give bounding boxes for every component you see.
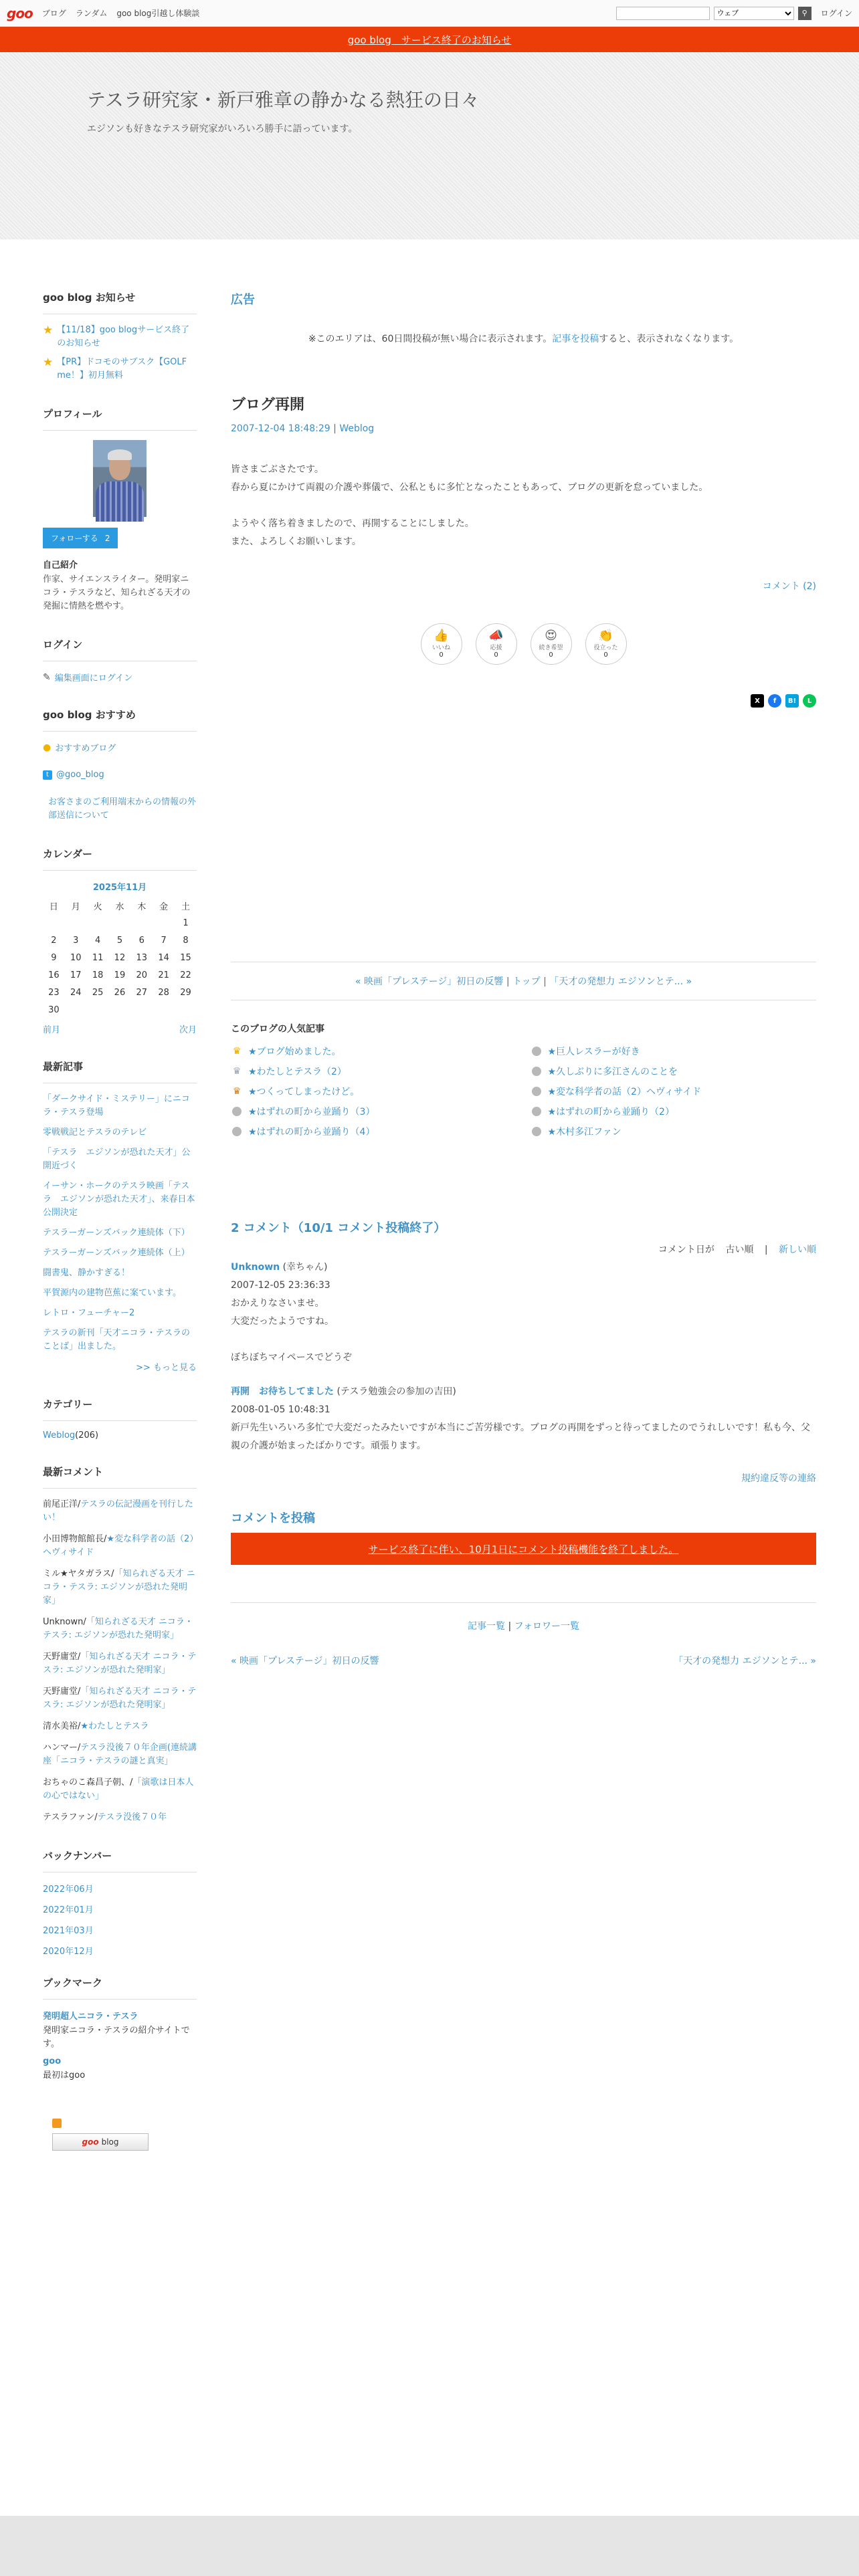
notice-item: [43, 356, 197, 383]
popular-item[interactable]: [531, 1065, 817, 1078]
popular-articles: [231, 1045, 816, 1138]
calendar-week: [43, 914, 197, 932]
reaction-count: 0: [494, 651, 498, 659]
calendar-day: 2: [51, 935, 57, 946]
recent-article-item: [43, 1287, 197, 1300]
calendar-day: 25: [92, 987, 104, 998]
calendar-day: 23: [48, 987, 60, 998]
edit-login-link[interactable]: 編集画面にログイン: [54, 673, 133, 683]
edit-login-row: [43, 671, 197, 683]
entry-category[interactable]: Weblog: [339, 423, 375, 434]
calendar-day: [109, 1001, 131, 1018]
recent-comment-link[interactable]: 「知られざる天才 ニコラ・テスラ: エジソンが恐れた発明家」: [43, 1617, 193, 1640]
profile-section: [43, 407, 197, 613]
recent-comment-author: ハンマー/: [43, 1743, 81, 1753]
comment-header: [231, 1383, 816, 1401]
comment-line: おかえりなさいませ。: [231, 1298, 324, 1309]
recent-article-link[interactable]: イーサン・ホークのテスラ映画「テスラ エジソンが恐れた天才」、来春日本公開決定: [43, 1181, 195, 1218]
calendar-day: 21: [158, 970, 169, 980]
comment-closed-link[interactable]: サービス終了に伴い、10月1日にコメント投稿機能を終了しました。: [368, 1543, 679, 1555]
reaction-cheer[interactable]: 📣 応援 0: [476, 623, 517, 665]
calendar-day: 13: [136, 952, 148, 963]
crown-icon: ♛: [232, 1066, 242, 1077]
calendar-day: 24: [70, 987, 82, 998]
bottom-prev-link[interactable]: « 映画「プレステージ」初日の反響: [231, 1656, 379, 1667]
calendar-day: [153, 1001, 175, 1018]
main-content: [231, 280, 816, 1667]
ad-title: 広告: [231, 293, 255, 307]
circle-icon: [531, 1086, 543, 1097]
notices-section: [43, 290, 197, 383]
recent-comment-item: [43, 1741, 197, 1768]
category-section: [43, 1397, 197, 1440]
blog-header: [0, 52, 859, 239]
recent-comment-author: 清水美裕/: [43, 1721, 81, 1731]
calendar-section: [43, 847, 197, 1035]
comment-closed-banner: [231, 1533, 816, 1565]
circle-icon: [531, 1066, 543, 1077]
star-icon: ★: [43, 324, 54, 337]
calendar-weekday: 火: [93, 901, 102, 912]
calendar-prev[interactable]: 前月: [43, 1025, 61, 1035]
twitter-icon: t: [43, 770, 52, 780]
calendar-day: 10: [70, 952, 82, 963]
backnumber-link[interactable]: 2022年06月: [43, 1885, 94, 1895]
recent-comment-author: おちゃのこ森昌子朝、/: [43, 1778, 133, 1788]
calendar-day: 26: [114, 987, 126, 998]
nav-link-blog[interactable]: ブログ: [41, 9, 66, 18]
popular-item-title: ★はずれの町から並踊り（4）: [248, 1127, 375, 1138]
category-link[interactable]: Weblog: [43, 1430, 76, 1440]
reaction-count: 0: [549, 651, 553, 659]
reaction-count: 0: [439, 651, 444, 659]
category-count: (206): [75, 1430, 99, 1440]
popular-item[interactable]: [531, 1045, 817, 1058]
recent-articles-title: 最新記事: [43, 1059, 197, 1083]
top-link[interactable]: トップ: [512, 976, 541, 987]
popular-item-title: ★ブログ始めました。: [248, 1047, 341, 1057]
bookmark-title: ブックマーク: [43, 1975, 197, 2000]
circle-icon: [531, 1106, 543, 1117]
rss-icon[interactable]: [52, 2119, 62, 2128]
recent-comment-link[interactable]: テスラ没後７０年企画(連続講座「ニコラ・テスラの謎と真実」: [43, 1743, 197, 1766]
entry-meta: 2007-12-04 18:48:29 | Weblog: [231, 423, 375, 434]
calendar-weekday: 水: [115, 901, 124, 912]
profile-avatar: [93, 440, 147, 517]
content-wrap: [0, 239, 859, 2147]
recent-article-item: [43, 1093, 197, 1119]
recent-article-item: [43, 1327, 197, 1354]
calendar-day: 6: [138, 935, 145, 946]
recent-comment-item: [43, 1650, 197, 1677]
notice-link[interactable]: 【11/18】goo blogサービス終了のお知らせ: [57, 325, 190, 348]
calendar-day: 20: [136, 970, 148, 980]
more-articles-link[interactable]: >> もっと見る: [136, 1363, 197, 1373]
recent-comment-item: [43, 1811, 197, 1824]
popular-item-title: ★変な科学者の話（2）ヘヴィサイド: [547, 1087, 702, 1097]
comment-sort: コメント日が 古い順 | 新しい順: [658, 1245, 816, 1255]
bottom-nav: [231, 1654, 816, 1667]
recent-comment-link[interactable]: ★わたしとテスラ: [80, 1721, 149, 1731]
recent-comment-author: 天野庸堂/: [43, 1652, 81, 1662]
comment-date: 2007-12-05 23:36:33: [231, 1280, 330, 1291]
article-list-link[interactable]: 記事一覧: [468, 1621, 506, 1632]
calendar-day: 7: [161, 935, 167, 946]
intro-text: 作家、サイエンスライター。発明家ニコラ・テスラなど、知られざる天才の発掘に情熱を燃やす。: [43, 574, 191, 611]
calendar-day: 19: [114, 970, 126, 980]
backnumber-item: [43, 1903, 197, 1915]
recent-comments-section: [43, 1465, 197, 1824]
reaction-buttons: [231, 623, 816, 665]
popular-item-title: ★はずれの町から並踊り（2）: [547, 1107, 674, 1117]
popular-item-title: ★木村多江ファン: [547, 1127, 622, 1138]
hatena-share-icon[interactable]: B!: [785, 694, 799, 708]
recent-articles-section: [43, 1059, 197, 1373]
star-icon: ★: [43, 356, 54, 369]
applause-icon: 👏: [598, 629, 613, 643]
notices-title: goo blog お知らせ: [43, 290, 197, 314]
popular-item[interactable]: [531, 1105, 817, 1118]
share-buttons: [231, 694, 816, 708]
calendar-month: 2025年11月: [92, 883, 147, 893]
recent-comment-author: Unknown/: [43, 1617, 86, 1627]
recent-comments-title: 最新コメント: [43, 1465, 197, 1489]
recent-comment-link[interactable]: 「知られざる天才 ニコラ・テスラ: エジソンが恐れた発明家」: [43, 1569, 195, 1606]
recommend-title: goo blog おすすめ: [43, 708, 197, 732]
login-link[interactable]: ログイン: [820, 9, 852, 18]
intro-heading: 自己紹介: [43, 560, 78, 570]
calendar-day: [65, 1001, 87, 1018]
nav-link-random[interactable]: ランダム: [75, 9, 108, 18]
login-section: [43, 637, 197, 683]
calendar-day: 3: [73, 935, 79, 946]
recent-comment-item: [43, 1685, 197, 1712]
calendar-nav: [43, 1023, 197, 1035]
profile-title: プロフィール: [43, 407, 197, 431]
popular-item-title: ★久しぶりに多江さんのことを: [547, 1067, 678, 1077]
calendar-day: 8: [183, 935, 189, 946]
recent-article-link[interactable]: 「テスラ エジソンが恐れた天才」公開近づく: [43, 1148, 191, 1171]
calendar-day: [175, 1001, 197, 1018]
twitter-link[interactable]: @goo_blog: [56, 770, 104, 780]
calendar-day: [130, 914, 153, 932]
recent-comment-author: 小田博物館館長/: [43, 1534, 107, 1544]
calendar-table: [43, 897, 197, 1018]
follower-list-link[interactable]: フォロワー一覧: [514, 1621, 579, 1632]
external-info-link[interactable]: お客さまのご利用端末からの情報の外部送信について: [48, 797, 197, 821]
popular-item-title: ★わたしとテスラ（2）: [248, 1067, 347, 1077]
recent-comment-item: [43, 1720, 197, 1733]
bookmark-desc: 発明家ニコラ・テスラの紹介サイトです。: [43, 2026, 190, 2049]
calendar-weekday: 月: [71, 901, 80, 912]
recent-comment-item: [43, 1498, 197, 1525]
calendar-day: 15: [180, 952, 191, 963]
search-icon[interactable]: ⚲: [798, 7, 812, 20]
popular-item[interactable]: [231, 1085, 517, 1098]
calendar-day: 5: [116, 935, 123, 946]
bookmark-link[interactable]: 発明超人ニコラ・テスラ: [43, 2012, 138, 2022]
notice-link[interactable]: 【PR】ドコモのサブスク【GOLF me！】初月無料: [57, 357, 187, 381]
comment-author[interactable]: Unknown: [231, 1262, 280, 1273]
calendar-title: カレンダー: [43, 847, 197, 871]
recent-comment-author: 前尾正洋/: [43, 1499, 81, 1509]
calendar-day: [153, 914, 175, 932]
calendar-day: [87, 1001, 109, 1018]
recent-article-item: [43, 1180, 197, 1220]
recommend-blog-link[interactable]: おすすめブログ: [55, 744, 116, 754]
backnumber-section: [43, 1848, 197, 1957]
circle-icon: [231, 1106, 243, 1117]
calendar-week: [43, 932, 197, 949]
post-comment-title: コメントを投稿: [231, 1511, 315, 1525]
search-input[interactable]: [616, 7, 710, 20]
category-item: [43, 1430, 197, 1440]
twitter-row: [43, 770, 197, 780]
recent-article-item: [43, 1146, 197, 1173]
calendar-weekday: 木: [137, 901, 147, 912]
pencil-icon: ✎: [43, 671, 51, 683]
calendar-day: 27: [136, 987, 148, 998]
popular-item[interactable]: [231, 1045, 517, 1058]
next-entry-link[interactable]: 「天才の発想力 エジソンとテ... »: [549, 976, 692, 987]
prev-entry-link[interactable]: « 映画「プレステージ」初日の反響: [355, 976, 504, 987]
backnumber-item: [43, 1882, 197, 1895]
recent-comment-item: [43, 1616, 197, 1642]
sidebar: [43, 290, 197, 2175]
backnumber-link[interactable]: 2021年03月: [43, 1926, 94, 1936]
search-scope-select[interactable]: [714, 7, 794, 20]
recent-article-link[interactable]: テスラの新刊「天才ニコラ・テスラのことば」出ました。: [43, 1328, 190, 1352]
recent-comment-author: テスラファン/: [43, 1812, 98, 1822]
popular-item[interactable]: [231, 1105, 517, 1118]
comment: [231, 1259, 816, 1367]
recent-comment-link[interactable]: ★変な科学者の話（2）ヘヴィサイド: [43, 1534, 194, 1558]
comment-line: ぼちぼちマイペースでどうぞ: [231, 1352, 353, 1363]
recent-comment-link[interactable]: テスラの伝記漫画を刊行したい！: [43, 1499, 193, 1523]
recent-comment-author: ミル★ヤタガラス/: [43, 1569, 114, 1579]
popular-item-title: ★巨人レスラーが好き: [547, 1047, 640, 1057]
recent-comment-item: [43, 1776, 197, 1803]
x-share-icon[interactable]: X: [751, 694, 764, 708]
calendar-day: 30: [48, 1004, 60, 1015]
report-link[interactable]: 規約違反等の連絡: [741, 1473, 816, 1484]
comment-author-sub: (幸ちゃん): [282, 1262, 328, 1273]
recent-comment-link[interactable]: 「知られざる天才 ニコラ・テスラ: エジソンが恐れた発明家」: [43, 1652, 197, 1675]
blog-title[interactable]: テスラ研究家・新戸雅章の静かなる熱狂の日々: [87, 89, 480, 111]
recent-article-link[interactable]: テスラーガーンズバック連続体（上）: [43, 1248, 190, 1258]
recent-article-item: [43, 1307, 197, 1320]
reaction-helpful[interactable]: 👏 役立った 0: [585, 623, 627, 665]
goo-blog-badge[interactable]: goo blog: [52, 2133, 149, 2151]
calendar-weekday: 土: [181, 901, 191, 912]
ad-note: ※このエリアは、60日間投稿が無い場合に表示されます。記事を投稿すると、表示されなくなります。: [308, 334, 739, 344]
calendar-next[interactable]: 次月: [179, 1025, 197, 1035]
calendar-week: [43, 966, 197, 984]
recent-comment-link[interactable]: 「知られざる天才 ニコラ・テスラ: エジソンが恐れた発明家」: [43, 1687, 197, 1710]
recent-article-item: [43, 1267, 197, 1280]
backnumber-item: [43, 1944, 197, 1957]
blog-description: エジソンも好きなテスラ研究家がいろいろ勝手に語っています。: [87, 124, 358, 134]
bottom-next-link[interactable]: 「天才の発想力 エジソンとテ... »: [674, 1656, 816, 1667]
facebook-share-icon[interactable]: f: [768, 694, 781, 708]
calendar-week: [43, 949, 197, 966]
circle-icon: [231, 1126, 243, 1137]
page-footer: [0, 2516, 859, 2576]
backnumber-title: バックナンバー: [43, 1848, 197, 1872]
calendar-day: 29: [180, 987, 191, 998]
popular-item[interactable]: [531, 1085, 817, 1098]
backnumber-link[interactable]: 2020年12月: [43, 1947, 94, 1957]
crown-icon: ♛: [232, 1086, 242, 1097]
category-title: カテゴリー: [43, 1397, 197, 1421]
follow-button[interactable]: フォローする 2: [43, 528, 118, 548]
recent-article-link[interactable]: 零戦戦記とテスラのテレビ: [43, 1128, 147, 1138]
comment-author-sub: (テスラ勉強会の参加の吉田): [337, 1386, 456, 1397]
calendar-day: 17: [70, 970, 82, 980]
calendar-day: [43, 914, 65, 932]
login-title: ログイン: [43, 637, 197, 661]
comment-line: 新戸先生いろいろ多忙で大変だったみたいですが本当にご苦労様です。ブログの再開をずっと待ってましたのでうれしいです！私も今、父親の介護が始まったばかりです。頑張ります。: [231, 1422, 811, 1451]
megaphone-icon: 📣: [488, 629, 504, 643]
recent-article-item: [43, 1226, 197, 1240]
calendar-day: 16: [48, 970, 60, 980]
goo-logo[interactable]: goo: [7, 5, 33, 21]
calendar-day: 9: [51, 952, 57, 963]
service-end-link[interactable]: goo blog サービス終了のお知らせ: [347, 33, 512, 46]
popular-item-title: ★はずれの町から並踊り（3）: [248, 1107, 375, 1117]
entry-date: 2007-12-04 18:48:29: [231, 423, 330, 434]
popular-item[interactable]: [231, 1065, 517, 1078]
calendar-day: [87, 914, 109, 932]
backnumber-link[interactable]: 2022年01月: [43, 1905, 94, 1915]
comment-line: [231, 1331, 816, 1349]
recommend-section: [43, 708, 197, 823]
comment-author[interactable]: 再開 お待ちしてました: [231, 1386, 334, 1397]
line-share-icon[interactable]: L: [803, 694, 816, 708]
entry-title[interactable]: ブログ再開: [231, 397, 305, 413]
bookmark-section: [43, 1975, 197, 2151]
calendar-day: 22: [180, 970, 191, 980]
top-bar: [0, 0, 859, 27]
calendar-day: 28: [158, 987, 169, 998]
recommend-row: [43, 741, 197, 754]
calendar-day: 18: [92, 970, 104, 980]
circle-icon: [531, 1126, 543, 1137]
calendar-day: 14: [158, 952, 169, 963]
calendar-week: [43, 1001, 197, 1018]
goo-badge-logo: goo: [82, 2137, 99, 2147]
calendar-day: 1: [183, 918, 189, 928]
bookmark-desc: 最初はgoo: [43, 2070, 86, 2080]
popular-item[interactable]: [231, 1125, 517, 1138]
sort-old[interactable]: 古い順: [725, 1245, 754, 1255]
recent-comment-link[interactable]: テスラ没後７０年: [97, 1812, 167, 1822]
comment-line: 大変だったようですね。: [231, 1316, 334, 1327]
comment-header: [231, 1259, 816, 1277]
post-article-link[interactable]: 記事を投稿: [552, 334, 599, 344]
circle-icon: [531, 1046, 543, 1057]
bulb-icon: ●: [43, 742, 52, 753]
calendar-day: [109, 914, 131, 932]
heart-eyes-icon: 😍: [545, 629, 557, 643]
reaction-more[interactable]: 😍 続き希望 0: [531, 623, 572, 665]
recent-article-item: [43, 1247, 197, 1260]
notice-item: [43, 324, 197, 350]
recent-article-item: [43, 1126, 197, 1140]
popular-item[interactable]: [531, 1125, 817, 1138]
entry-body: 皆さまごぶさたです。 春から夏にかけて両親の介護や葬儀で、公私ともに多忙となったこともあって、ブログの更新を怠っていました。 ようやく落ち着きましたので、再開することにしました。 また、よろしくお願いします。: [231, 464, 708, 547]
comment-date: 2008-01-05 10:48:31: [231, 1404, 330, 1415]
sort-new[interactable]: 新しい順: [779, 1245, 816, 1255]
calendar-day: [65, 914, 87, 932]
backnumber-item: [43, 1923, 197, 1936]
reaction-count: 0: [603, 651, 608, 659]
recent-article-link[interactable]: レトロ・フューチャー2: [43, 1308, 135, 1318]
recent-article-link[interactable]: テスラーガーンズバック連続体（下）: [43, 1228, 190, 1238]
calendar-day: 12: [114, 952, 126, 963]
recent-comment-link[interactable]: 「演歌は日本人の心ではない」: [43, 1778, 194, 1801]
comments-title: 2 コメント（10/1 コメント投稿終了）: [231, 1221, 446, 1235]
recent-article-link[interactable]: 平賀源内の建物芭蕉に案ています。: [43, 1288, 181, 1298]
recent-article-link[interactable]: 「ダークサイド・ミステリー」にニコラ・テスラ登場: [43, 1094, 190, 1117]
crown-icon: ♛: [232, 1046, 242, 1057]
calendar-day: 4: [94, 935, 101, 946]
comment: [231, 1383, 816, 1455]
bottom-links: 記事一覧 | フォロワー一覧: [231, 1602, 816, 1632]
calendar-weekday: 日: [49, 901, 58, 912]
thumbs-up-icon: 👍: [434, 629, 449, 643]
comment-count-link[interactable]: コメント (2): [762, 581, 816, 592]
popular-title: このブログの人気記事: [231, 1024, 324, 1035]
recent-comment-item: [43, 1533, 197, 1560]
calendar-day: [130, 1001, 153, 1018]
calendar-weekday: 金: [159, 901, 169, 912]
recent-comment-item: [43, 1568, 197, 1608]
follow-count: 2: [104, 534, 110, 543]
recent-comment-author: 天野庸堂/: [43, 1687, 81, 1697]
entry-pager: « 映画「プレステージ」初日の反響 | トップ | 「天才の発想力 エジソンとテ... »: [231, 962, 816, 1000]
search-area: [616, 7, 852, 20]
nav-link-migration[interactable]: goo blog引越し体験談: [116, 9, 200, 18]
calendar-day: 11: [92, 952, 104, 963]
service-end-banner: [0, 27, 859, 52]
calendar-week: [43, 984, 197, 1001]
popular-item-title: ★つくってしまったけど。: [248, 1087, 360, 1097]
bookmark-link[interactable]: goo: [43, 2056, 62, 2066]
recent-article-link[interactable]: 闘書鬼、静かすぎる！: [43, 1268, 130, 1278]
reaction-like[interactable]: 👍 いいね 0: [421, 623, 462, 665]
